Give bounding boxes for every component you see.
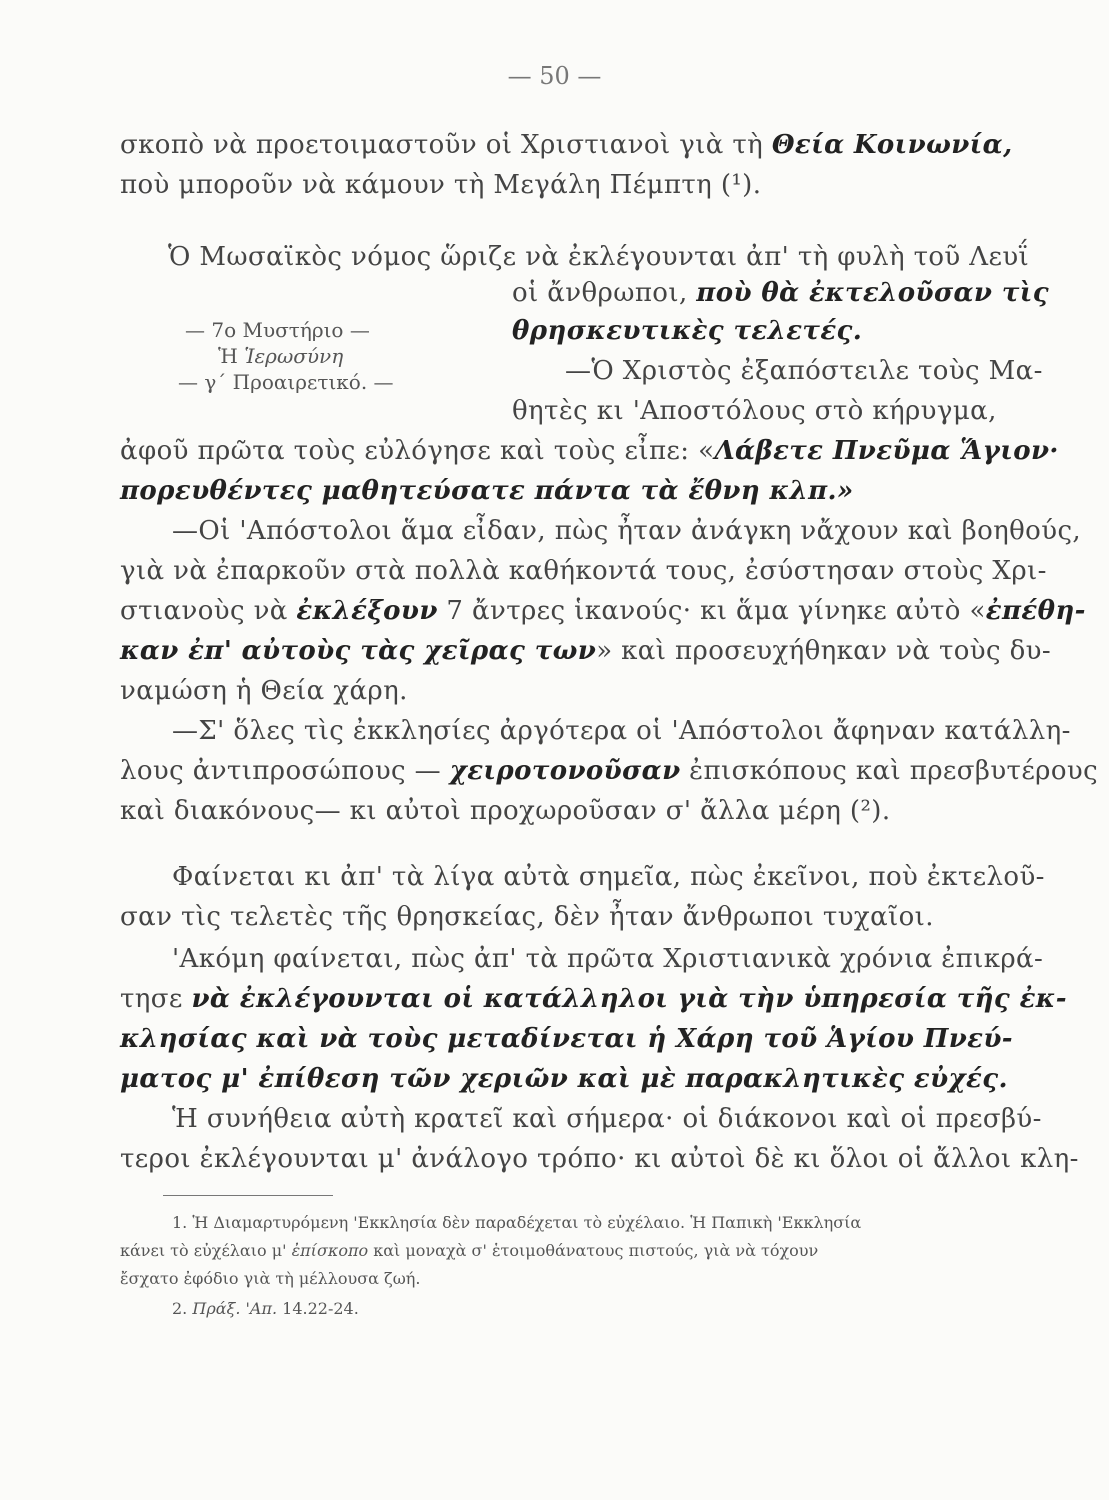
footnote-1-line-2-text-b: καὶ μοναχὰ σ' ἑτοιμοθάνατους πιστούς, γιὰ νὰ τόχουν [368,1241,819,1260]
body-p4-line-2-text-b: ἐπισκόπους καὶ πρεσβυτέρους [680,756,1099,786]
body-p3-line-3-text-a: στιανοὺς νὰ [120,596,297,626]
footnote-1-line-1: 1. Ἡ Διαμαρτυρόμενη 'Εκκλησία δὲν παραδέχεται τὸ εὐχέλαιο. Ἡ Παπικὴ 'Εκκλησία [172,1213,862,1232]
body-p3-line-3-bold-b: ἐπέθη- [985,596,1086,626]
intro-line-2: ποὺ μποροῦν νὰ κάμουν τὴ Μεγάλη Πέμπτη (¹). [120,170,762,200]
intro-line-1-bold: Θεία Κοινωνία, [771,130,1013,160]
body-p6-line-4: ματος μ' ἐπίθεση τῶν χεριῶν καὶ μὲ παρακλητικὲς εὐχές. [120,1064,1008,1094]
body-p1-line-1: Ὁ Μωσαϊκὸς νόμος ὥριζε νὰ ἐκλέγουνται ἀπ' τὴ φυλὴ τοῦ Λευΐ [168,242,1030,272]
body-p2-line-2: θητὲς κι 'Αποστόλους στὸ κήρυγμα, [512,396,997,426]
body-p4-line-1: —Σ' ὅλες τὶς ἐκκλησίες ἀργότερα οἱ 'Απόστολοι ἄφηναν κατάλλη- [172,716,1071,746]
intro-line-1 [120,128,1013,162]
body-p6-line-1: 'Ακόμη φαίνεται, πὼς ἀπ' τὰ πρῶτα Χριστιανικὰ χρόνια ἐπικρά- [172,944,1044,974]
body-p1-line-2 [512,276,1049,310]
body-p3-line-4-bold: καν ἐπ' αὐτοὺς τὰς χεῖρας των [120,636,597,666]
body-p2-line-3 [120,434,1059,468]
body-p4-line-2-text-a: λους ἀντιπροσώπους — [120,756,450,786]
body-p5-line-2: σαν τὶς τελετὲς τῆς θρησκείας, δὲν ἦταν ἄνθρωποι τυχαῖοι. [120,902,934,932]
footnote-2-ref: 14.22-24. [277,1299,359,1318]
footnote-2 [172,1298,359,1320]
footnote-1-line-2-italic: ἐπίσκοπο [291,1241,369,1260]
body-p6-line-2 [120,982,1067,1016]
body-p4-line-2 [120,754,1098,788]
margin-note-line-2-italic: Ἱερωσύνη [244,344,344,368]
body-p3-line-2: γιὰ νὰ ἐπαρκοῦν στὰ πολλὰ καθήκοντά τους, ἐσύστησαν στοὺς Χρι- [120,556,1047,586]
body-p7-line-1: Ἡ συνήθεια αὐτὴ κρατεῖ καὶ σήμερα· οἱ διάκονοι καὶ οἱ πρεσβύ- [172,1104,1042,1134]
footnote-rule [163,1195,333,1196]
margin-note-line-3: — γ΄ Προαιρετικό. — [178,370,394,394]
body-p2-line-1: —Ὁ Χριστὸς ἐξαπόστειλε τοὺς Μα- [565,356,1043,386]
body-p3-line-4 [120,634,1051,668]
footnote-1-line-2 [120,1240,818,1262]
body-p6-line-2-bold: νὰ ἐκλέγουνται οἱ κατάλληλοι γιὰ τὴν ὑπηρεσία τῆς ἐκ- [191,984,1067,1014]
body-p3-line-3-bold-a: ἐκλέξουν [296,596,438,626]
page-number: — 50 — [507,62,602,90]
body-p3-line-3-text-b: 7 ἄντρες ἱκανούς· κι ἅμα γίνηκε αὐτὸ « [437,596,986,626]
margin-note-line-2-text: Ἡ [218,344,245,368]
body-p2-line-4: πορευθέντες μαθητεύσατε πάντα τὰ ἔθνη κλπ.» [120,476,854,506]
footnote-1-line-3: ἔσχατο ἐφόδιο γιὰ τὴ μέλλουσα ζωή. [120,1269,421,1288]
body-p6-line-2-text: τησε [120,984,192,1014]
body-p4-line-2-bold: χειροτονοῦσαν [449,756,681,786]
body-p3-line-1: —Οἱ 'Απόστολοι ἅμα εἶδαν, πὼς ἦταν ἀνάγκη νἄχουν καὶ βοηθούς, [172,516,1082,546]
body-p7-line-2: τεροι ἐκλέγουνται μ' ἀνάλογο τρόπο· κι αὐτοὶ δὲ κι ὅλοι οἱ ἄλλοι κλη- [120,1144,1079,1174]
body-p1-line-2-bold: ποὺ θὰ ἐκτελοῦσαν τὶς [696,278,1049,308]
footnote-1-line-2-text-a: κάνει τὸ εὐχέλαιο μ' [120,1241,292,1260]
footnote-2-number: 2. [172,1299,193,1318]
body-p3-line-5: ναμώση ἡ Θεία χάρη. [120,676,408,706]
intro-line-1-text: σκοπὸ νὰ προετοιμαστοῦν οἱ Χριστιανοὶ γιὰ τὴ [120,130,772,160]
body-p1-line-3: θρησκευτικὲς τελετές. [512,316,863,346]
footnote-2-italic: Πράξ. 'Απ. [192,1299,278,1318]
body-p4-line-3: καὶ διακόνους— κι αὐτοὶ προχωροῦσαν σ' ἄλλα μέρη (²). [120,796,891,826]
body-p5-line-1: Φαίνεται κι ἀπ' τὰ λίγα αὐτὰ σημεῖα, πὼς ἐκεῖνοι, ποὺ ἐκτελοῦ- [172,862,1045,892]
body-p2-line-3-bold: Λάβετε Πνεῦμα Ἅγιον· [714,436,1059,466]
body-p3-line-3 [120,594,1086,628]
body-p3-line-4-text: » καὶ προσευχήθηκαν νὰ τοὺς δυ- [596,636,1052,666]
body-p1-line-2-text: οἱ ἄνθρωποι, [512,278,697,308]
body-p2-line-3-text: ἀφοῦ πρῶτα τοὺς εὐλόγησε καὶ τοὺς εἶπε: « [120,436,715,466]
margin-note-line-1: — 7ο Μυστήριο — [185,318,370,342]
margin-note-line-2 [218,344,343,368]
body-p6-line-3: κλησίας καὶ νὰ τοὺς μεταδίνεται ἡ Χάρη τοῦ Ἁγίου Πνεύ- [120,1024,1013,1054]
